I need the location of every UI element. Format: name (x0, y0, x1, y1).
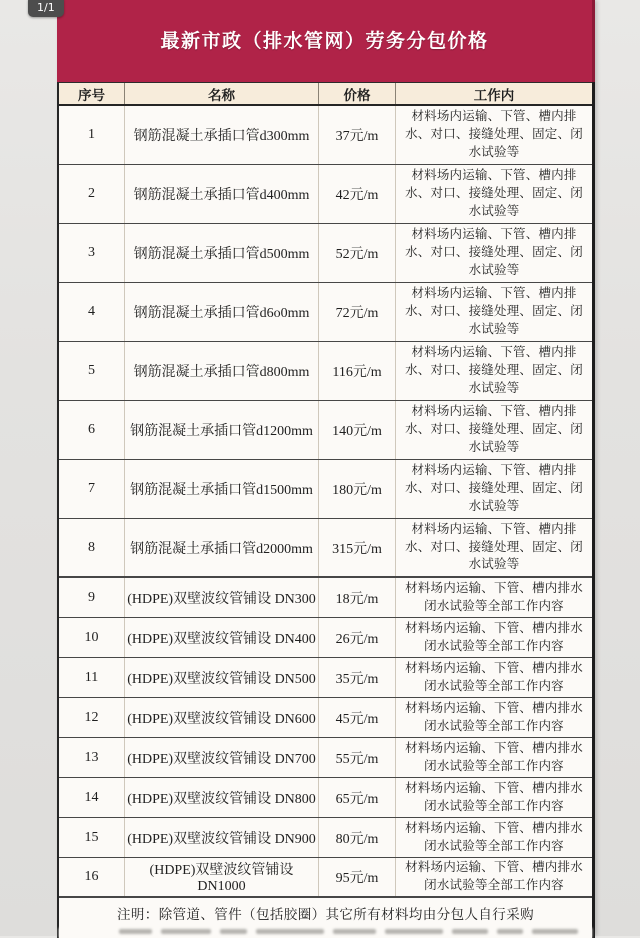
table-row (59, 778, 592, 818)
table-note-row (59, 898, 592, 928)
table-row (59, 283, 592, 342)
work-content: 材料场内运输、下管、槽内排水 闭水试验等全部工作内容 (405, 860, 583, 892)
item-name: 钢筋混凝土承插口管d400mm (125, 165, 319, 223)
item-name: (HDPE)双壁波纹管铺设 DN500 (125, 658, 319, 697)
work-content: 材料场内运输、下管、槽内排水、对口、接缝处理、固定、闭水试验等 (405, 345, 583, 395)
work-content: 材料场内运输、下管、槽内排水 闭水试验等全部工作内容 (405, 700, 583, 733)
work-content: 材料场内运输、下管、槽内排水 闭水试验等全部工作内容 (405, 620, 583, 653)
work-content: 材料场内运输、下管、槽内排水、对口、接缝处理、固定、闭水试验等 (405, 286, 583, 336)
item-name: (HDPE)双壁波纹管铺设 DN700 (125, 738, 319, 777)
table-body (59, 106, 592, 898)
item-name: 钢筋混凝土承插口管d500mm (125, 224, 319, 282)
item-price: 55元/m (319, 738, 396, 777)
row-number: 15 (59, 818, 125, 857)
item-price: 72元/m (319, 283, 396, 341)
row-number: 7 (59, 460, 125, 518)
row-number: 10 (59, 618, 125, 657)
work-content: 材料场内运输、下管、槽内排水、对口、接缝处理、固定、闭水试验等 (405, 168, 583, 218)
item-price: 95元/m (319, 858, 396, 896)
item-price: 18元/m (319, 578, 396, 617)
item-name: 钢筋混凝土承插口管d2000mm (125, 519, 319, 576)
item-price: 80元/m (319, 818, 396, 857)
work-content: 材料场内运输、下管、槽内排水、对口、接缝处理、固定、闭水试验等 (405, 227, 583, 277)
work-content: 材料场内运输、下管、槽内排水 闭水试验等全部工作内容 (405, 660, 583, 693)
row-number: 11 (59, 658, 125, 697)
row-number: 5 (59, 342, 125, 400)
document-title-bar (57, 0, 595, 82)
table-row (59, 342, 592, 401)
column-header-no: 序号 (59, 83, 125, 104)
item-name: 钢筋混凝土承插口管d300mm (125, 106, 319, 164)
table-row (59, 401, 592, 460)
table-row (59, 224, 592, 283)
item-price: 116元/m (319, 342, 396, 400)
table-row (59, 165, 592, 224)
work-content: 材料场内运输、下管、槽内排水、对口、接缝处理、固定、闭水试验等 (405, 109, 583, 159)
item-name: (HDPE)双壁波纹管铺设 DN800 (125, 778, 319, 817)
table-row (59, 460, 592, 519)
item-price: 180元/m (319, 460, 396, 518)
row-number: 13 (59, 738, 125, 777)
column-header-work: 工作内 (473, 87, 515, 103)
row-number: 14 (59, 778, 125, 817)
row-number: 4 (59, 283, 125, 341)
column-header-price: 价格 (319, 83, 396, 104)
row-number: 6 (59, 401, 125, 459)
row-number: 9 (59, 578, 125, 617)
note-text: 注明：除管道、管件（包括胶圈）其它所有材料均由分包人自行采购 (117, 907, 534, 922)
item-price: 42元/m (319, 165, 396, 223)
item-name: (HDPE)双壁波纹管铺设 DN300 (125, 578, 319, 617)
item-price: 45元/m (319, 698, 396, 737)
table-row (59, 858, 592, 898)
item-price: 52元/m (319, 224, 396, 282)
work-content: 材料场内运输、下管、槽内排水、对口、接缝处理、固定、闭水试验等 (405, 463, 583, 513)
row-number: 16 (59, 858, 125, 896)
row-number: 2 (59, 165, 125, 223)
table-row (59, 519, 592, 578)
item-name: (HDPE)双壁波纹管铺设 DN900 (125, 818, 319, 857)
table-row (59, 658, 592, 698)
work-content: 材料场内运输、下管、槽内排水 闭水试验等全部工作内容 (405, 780, 583, 813)
work-content: 材料场内运输、下管、槽内排水 闭水试验等全部工作内容 (405, 740, 583, 773)
blurred-scan-artifact (59, 928, 592, 938)
item-name: (HDPE)双壁波纹管铺设 DN400 (125, 618, 319, 657)
table-row (59, 738, 592, 778)
table-row (59, 818, 592, 858)
item-price: 315元/m (319, 519, 396, 576)
page-indicator-badge: 1/1 (28, 0, 64, 17)
item-name: 钢筋混凝土承插口管d6o0mm (125, 283, 319, 341)
work-content: 材料场内运输、下管、槽内排水、对口、接缝处理、固定、闭水试验等 (405, 404, 583, 454)
item-price: 26元/m (319, 618, 396, 657)
item-name: (HDPE)双壁波纹管铺设 DN600 (125, 698, 319, 737)
item-name: 钢筋混凝土承插口管d1500mm (125, 460, 319, 518)
row-number: 3 (59, 224, 125, 282)
item-price: 65元/m (319, 778, 396, 817)
item-price: 140元/m (319, 401, 396, 459)
table-row (59, 106, 592, 165)
column-header-name: 名称 (125, 83, 319, 104)
row-number: 12 (59, 698, 125, 737)
document-card (57, 0, 595, 936)
work-content: 材料场内运输、下管、槽内排水、对口、接缝处理、固定、闭水试验等 (405, 521, 583, 572)
work-content: 材料场内运输、下管、槽内排水 闭水试验等全部工作内容 (405, 820, 583, 853)
page-title: 最新市政（排水管网）劳务分包价格 (160, 30, 489, 52)
item-price: 37元/m (319, 106, 396, 164)
table-row (59, 618, 592, 658)
row-number: 8 (59, 519, 125, 576)
table-row (59, 578, 592, 618)
table-row (59, 698, 592, 738)
table-header-row (59, 82, 592, 106)
item-name: 钢筋混凝土承插口管d1200mm (125, 401, 319, 459)
item-price: 35元/m (319, 658, 396, 697)
item-name: 钢筋混凝土承插口管d800mm (125, 342, 319, 400)
price-table (57, 82, 595, 938)
row-number: 1 (59, 106, 125, 164)
work-content: 材料场内运输、下管、槽内排水 闭水试验等全部工作内容 (405, 580, 583, 613)
item-name: (HDPE)双壁波纹管铺设 DN1000 (125, 858, 319, 896)
